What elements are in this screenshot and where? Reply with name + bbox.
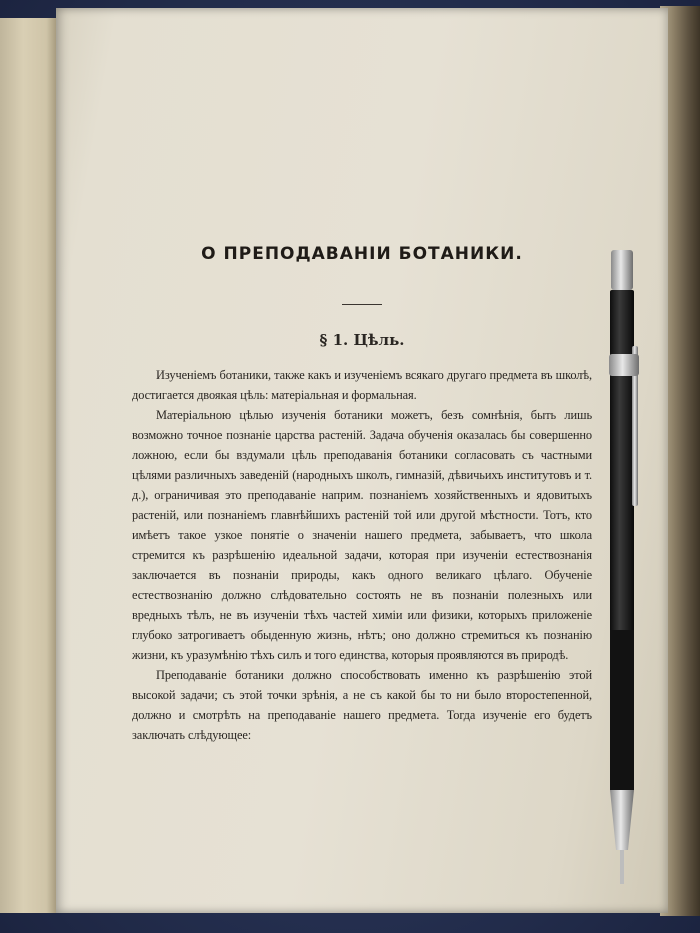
page-title: О ПРЕПОДАВАНІИ БОТАНИКИ. bbox=[201, 244, 523, 264]
paragraph-2: Матеріальною цѣлью изученія ботаники можетъ, безъ сомнѣнія, быть лишь возможно точное познаніе царства растеній. Задача обученія оказалась бы совершенно ложною, если бы вздумали цѣль преподаванія ботаники согласовать съ частными цѣлями различныхъ заведеній (народныхъ школъ, гимназій, дѣвичьихъ институтовъ и т. д.), ограничивая это преподаваніе наприм. познаніемъ хозяйственныхъ и ядовитыхъ растеній, или познаніемъ главнѣйшихъ растеній той или другой мѣстности. Тотъ, кто имѣетъ такое узкое понятіе о значеніи нашего предмета, забываетъ, что школа стремится къ разрѣшенію идеальной задачи, которая при изученіи естествознанія заключается въ познаніи природы, какъ одного великаго цѣлаго. Обученіе естествознанію должно слѣдовательно состоять не въ познаніи полезныхъ или вредныхъ тѣлъ, не въ изученіи тѣхъ частей химіи или физики, которыхъ приложеніе глубоко затрогиваетъ обыденную жизнь, нѣтъ; оно должно стремиться къ познанію жизни, къ уразумѣнію тѣхъ силъ и того единства, которыя проявляются въ природѣ. bbox=[132, 408, 592, 662]
title-divider bbox=[342, 304, 382, 305]
paragraph-1: Изученіемъ ботаники, также какъ и изученіемъ всякаго другаго предмета въ школѣ, достигается двоякая цѣль: матеріальная и формальная. bbox=[132, 368, 592, 402]
pencil-tip bbox=[620, 850, 624, 884]
pencil-grip bbox=[610, 630, 634, 790]
paragraph-3: Преподаваніе ботаники должно способствовать именно къ разрѣшенію этой высокой задачи; съ этой точки зрѣнія, а не съ какой бы то ни было второстепенной, должно и смотрѣть на преподаваніе нашего предмета. Тогда изученіе его будетъ заключать слѣдующее: bbox=[132, 668, 592, 742]
book-left-page-edge bbox=[0, 18, 60, 913]
pencil-clip-band bbox=[609, 354, 639, 376]
page-text-block bbox=[132, 244, 592, 745]
book-page bbox=[56, 8, 668, 913]
mechanical-pencil bbox=[608, 250, 640, 890]
section-heading: § 1. Цѣль. bbox=[319, 331, 405, 349]
pencil-cone bbox=[610, 790, 634, 850]
pencil-eraser-cap bbox=[611, 250, 633, 290]
